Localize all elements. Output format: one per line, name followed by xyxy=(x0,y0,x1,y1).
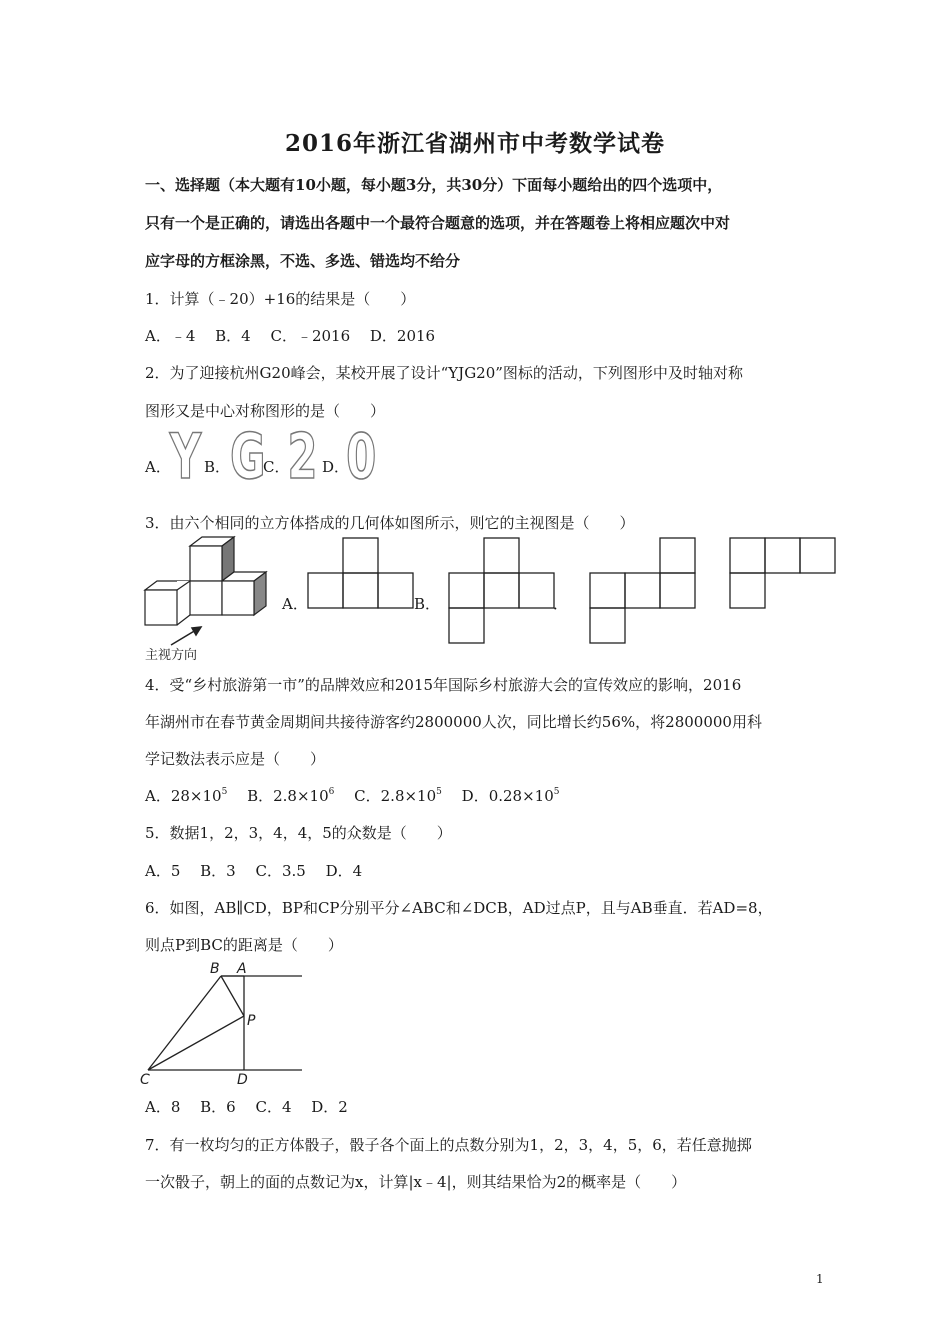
question-6-options: A．8 B．6 C．4 D．2 xyxy=(145,1098,348,1116)
question-7-line-2: 一次骰子，朝上的面的点数记为x，计算|x﹣4|，则其结果恰为2的概率是（ ） xyxy=(145,1173,687,1191)
question-4-line-3: 学记数法表示应是（ ） xyxy=(145,750,326,768)
question-4-option-d: D．0.28×10 xyxy=(461,787,554,805)
line-bc xyxy=(148,976,221,1070)
question-3-option-a-label: A． xyxy=(282,595,308,613)
question-6-geometry-figure xyxy=(140,958,310,1090)
question-1-stem: 1．计算（﹣20）+16的结果是（ ） xyxy=(145,290,416,308)
question-3-option-c-label: ． xyxy=(553,595,569,613)
question-2-option-c-label: C． xyxy=(263,458,290,476)
point-label-p: P xyxy=(247,1013,256,1029)
question-2-line-1: 2．为了迎接杭州G20峰会，某校开展了设计“YJG20”图标的活动，下列图形中及时轴对称 xyxy=(145,364,743,382)
section-instructions-line-3: 应字母的方框涂黑，不选、多选、错选均不给分 xyxy=(145,252,461,270)
question-4-line-2: 年湖州市在春节黄金周期间共接待游客约2800000人次，同比增长约56%，将2800000用科 xyxy=(145,713,762,731)
question-4-option-b: B．2.8×10 xyxy=(247,787,329,805)
question-3-option-d-figure xyxy=(728,537,840,611)
question-3-option-b-label: B． xyxy=(414,595,441,613)
question-4-option-c: C．2.8×10 xyxy=(354,787,437,805)
section-instructions-line-1: 一、选择题（本大题有10小题，每小题3分，共30分）下面每小题给出的四个选项中， xyxy=(145,176,723,194)
question-4-options: A．$28\times 10^5$ B．$2.8\times 10^6$ C．$2.8\times 10^5$ D．$0.28\times 10^5$ xyxy=(145,787,560,805)
point-label-d: D xyxy=(237,1072,248,1088)
glyph-2: 2 xyxy=(287,424,318,484)
right-cube-front xyxy=(222,581,254,615)
question-2-option-b-label: B． xyxy=(204,458,231,476)
question-5-stem: 5．数据1，2，3，4，4，5的众数是（ ） xyxy=(145,824,452,842)
line-bp xyxy=(221,976,244,1016)
question-3-stem: 3．由六个相同的立方体搭成的几何体如图所示，则它的主视图是（ ） xyxy=(145,514,635,532)
top-cube-front xyxy=(190,546,222,581)
middle-cube-front xyxy=(190,581,222,615)
glyph-y: Y xyxy=(169,424,202,484)
question-3-cube-figure xyxy=(143,535,273,663)
glyph-g: G xyxy=(230,424,266,484)
point-label-c: C xyxy=(140,1072,150,1088)
section-instructions-line-2: 只有一个是正确的，请选出各题中一个最符合题意的选项，并在答题卷上将相应题次中对 xyxy=(145,214,731,232)
left-cube-front xyxy=(145,590,177,625)
question-2-outlined-glyphs xyxy=(160,424,390,484)
question-5-options: A．5 B．3 C．3.5 D．4 xyxy=(145,862,363,880)
view-direction-arrow xyxy=(171,627,201,645)
page-number: 1 xyxy=(816,1272,824,1286)
question-3-option-b-figure xyxy=(447,537,559,645)
glyph-0: 0 xyxy=(346,424,377,484)
question-2-option-a-label: A． xyxy=(145,458,171,476)
question-6-line-2: 则点P到BC的距离是（ ） xyxy=(145,936,343,954)
page-title: 2016年浙江省湖州市中考数学试卷 xyxy=(284,130,665,157)
question-4-line-1: 4．受“乡村旅游第一市”的品牌效应和2015年国际乡村旅游大会的宣传效应的影响，2016 xyxy=(145,676,742,694)
question-6-line-1: 6．如图，AB∥CD，BP和CP分别平分∠ABC和∠DCB，AD过点P，且与AB垂直．若AD=8， xyxy=(145,899,773,917)
question-4-option-a: A．28×10 xyxy=(145,787,222,805)
view-direction-caption: 主视方向 xyxy=(145,648,198,663)
point-label-b: B xyxy=(210,961,220,977)
question-2-line-2: 图形又是中心对称图形的是（ ） xyxy=(145,402,386,420)
question-7-line-1: 7．有一枚均匀的正方体骰子，骰子各个面上的点数分别为1，2，3，4，5，6，若任意抛掷 xyxy=(145,1136,752,1154)
question-3-option-a-figure xyxy=(306,537,418,611)
point-label-a: A xyxy=(237,961,247,977)
question-1-options: A．﹣4 B．4 C．﹣2016 D．2016 xyxy=(145,327,436,345)
question-3-option-c-figure xyxy=(588,537,700,645)
line-cp xyxy=(148,1016,244,1070)
question-2-option-d-label: D． xyxy=(322,458,350,476)
